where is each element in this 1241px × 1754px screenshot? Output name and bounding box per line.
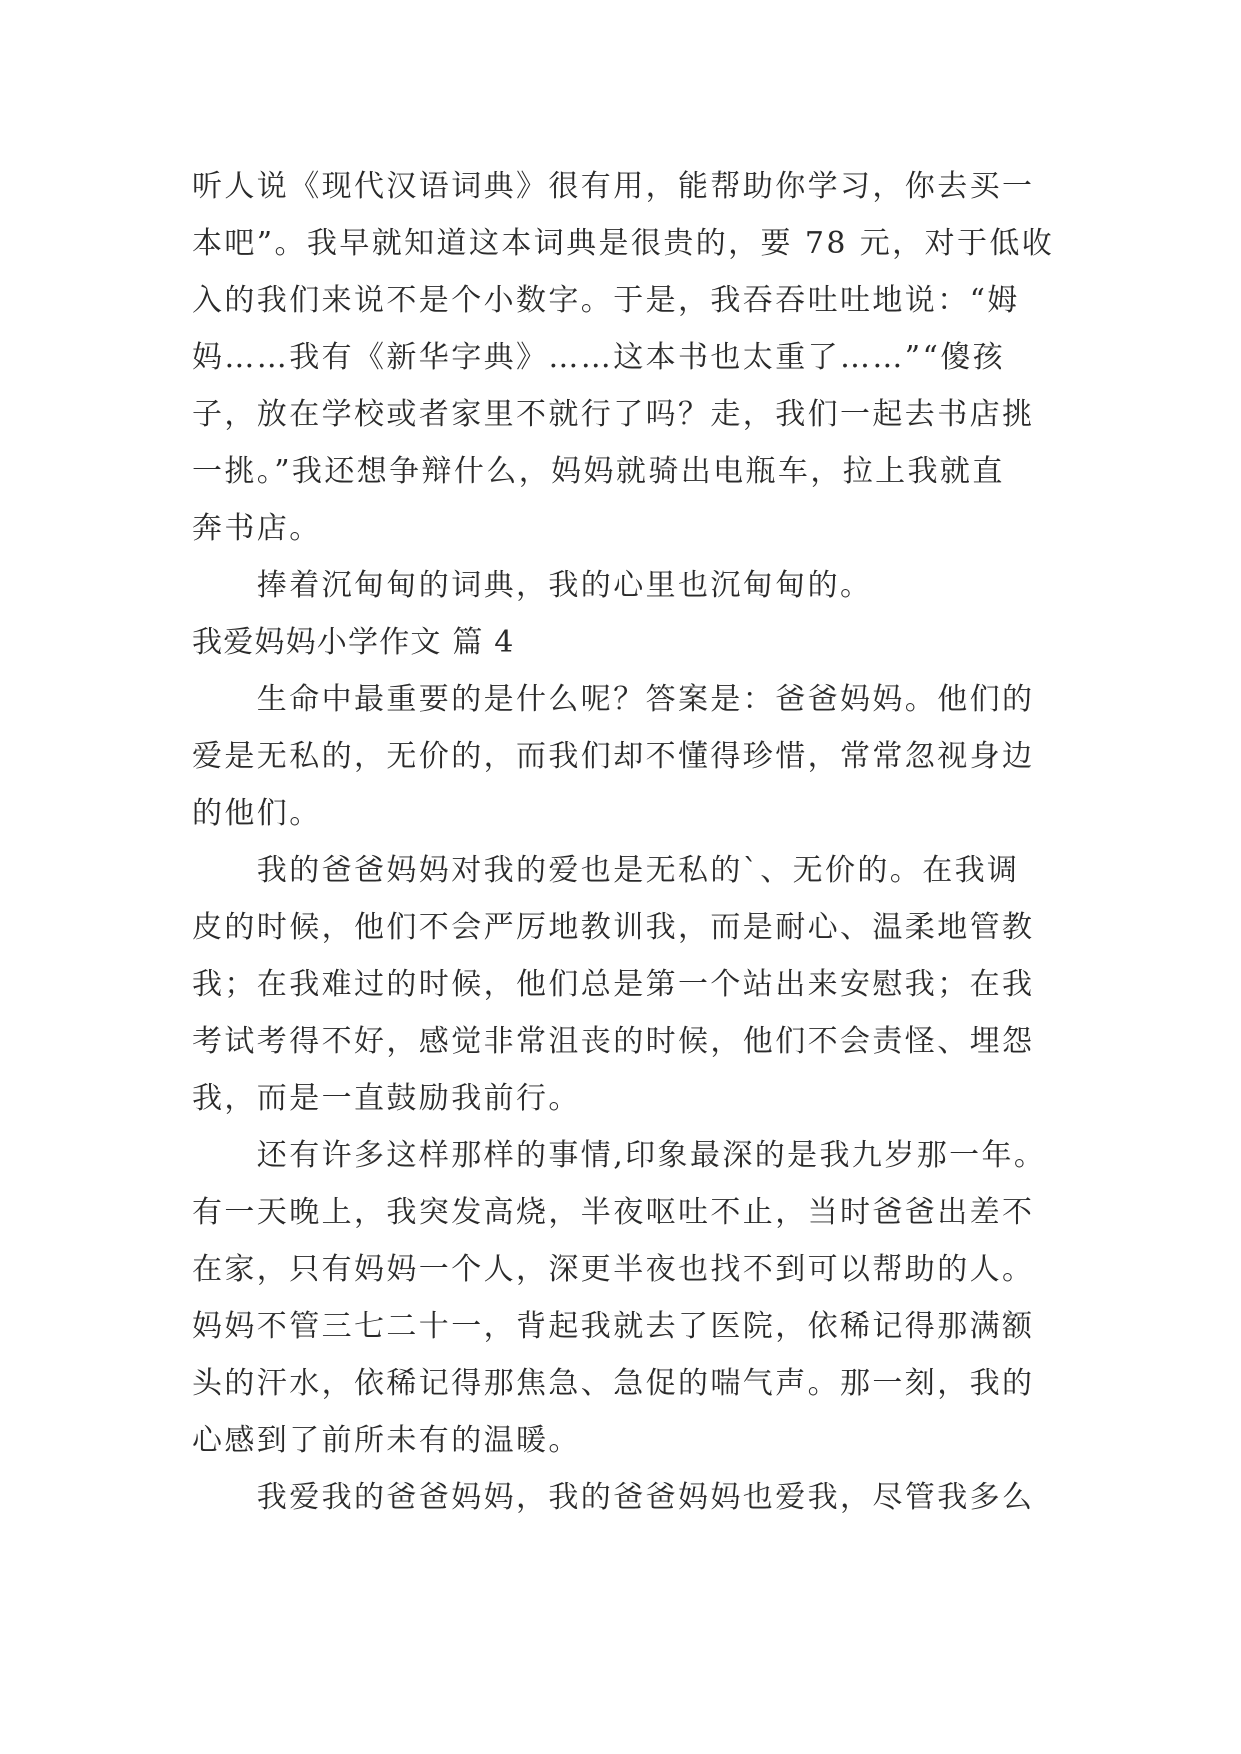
text-line: 考试考得不好，感觉非常沮丧的时候，他们不会责怪、埋怨	[192, 1024, 1035, 1059]
text-line: 奔书店。	[192, 511, 322, 546]
text-line: 我，而是一直鼓励我前行。	[192, 1081, 581, 1116]
text-line: 我的爸爸妈妈对我的爱也是无私的`、无价的。在我调	[192, 853, 1020, 888]
text-line: 捧着沉甸甸的词典，我的心里也沉甸甸的。	[192, 568, 873, 603]
text-line: 有一天晚上，我突发高烧，半夜呕吐不止，当时爸爸出差不	[192, 1195, 1035, 1230]
section-heading: 我爱妈妈小学作文 篇 4	[192, 625, 515, 660]
text-line: 我爱我的爸爸妈妈，我的爸爸妈妈也爱我，尽管我多么	[192, 1480, 1035, 1515]
text-line: 在家，只有妈妈一个人，深更半夜也找不到可以帮助的人。	[192, 1252, 1035, 1287]
text-line: 听人说《现代汉语词典》很有用，能帮助你学习，你去买一	[192, 169, 1035, 204]
text-line: 爱是无私的，无价的，而我们却不懂得珍惜，常常忽视身边	[192, 739, 1035, 774]
text-line: 一挑。”我还想争辩什么，妈妈就骑出电瓶车，拉上我就直	[192, 454, 1005, 489]
text-line: 妈……我有《新华字典》……这本书也太重了……”“傻孩	[192, 340, 1006, 375]
text-line: 生命中最重要的是什么呢？答案是：爸爸妈妈。他们的	[192, 682, 1035, 717]
text-line: 皮的时候，他们不会严厉地教训我，而是耐心、温柔地管教	[192, 910, 1035, 945]
text-line: 子，放在学校或者家里不就行了吗？走，我们一起去书店挑	[192, 397, 1035, 432]
text-line: 心感到了前所未有的温暖。	[192, 1423, 581, 1458]
essay-body	[192, 158, 1055, 1526]
text-line: 入的我们来说不是个小数字。于是，我吞吞吐吐地说：“姆	[192, 283, 1020, 318]
text-line: 头的汗水，依稀记得那焦急、急促的喘气声。那一刻，我的	[192, 1366, 1035, 1401]
text-line: 我；在我难过的时候，他们总是第一个站出来安慰我；在我	[192, 967, 1035, 1002]
text-line: 本吧”。我早就知道这本词典是很贵的，要 78 元，对于低收	[192, 226, 1055, 261]
text-line: 还有许多这样那样的事情,印象最深的是我九岁那一年。	[192, 1138, 1047, 1173]
text-line: 妈妈不管三七二十一，背起我就去了医院，依稀记得那满额	[192, 1309, 1035, 1344]
text-line: 的他们。	[192, 796, 322, 831]
